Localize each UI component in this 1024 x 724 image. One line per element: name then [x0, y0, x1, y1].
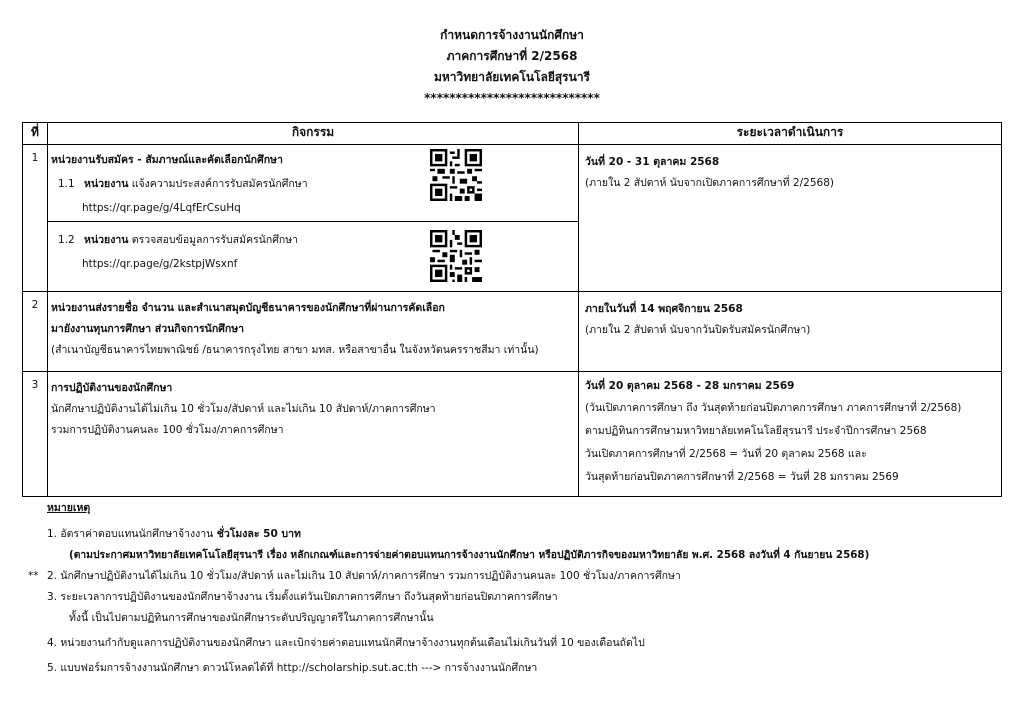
row-period: [579, 292, 1002, 372]
note-rate: ชั่วโมงละ 50 บาท: [216, 528, 301, 540]
activity-title: การปฏิบัติงานของนักศึกษา: [51, 382, 173, 394]
header-semester: ภาคการศึกษาที่ 2/2568: [446, 49, 578, 63]
row-activity: [48, 145, 579, 292]
schedule-table: [22, 122, 1002, 497]
row-period: [579, 145, 1002, 292]
note-item: [30, 566, 1000, 587]
qr-link-2[interactable]: https://qr.page/g/2kstpjWsxnf: [82, 258, 238, 270]
note-text: 2. นักศึกษาปฏิบัติงานได้ไม่เกิน 10 ชั่วโมง/สัปดาห์ และไม่เกิน 10 สัปดาห์/ภาคการศึกษา รวมการปฏิบัติงานคนละ 100 ชั่วโมง/ภาคการศึกษา: [47, 570, 681, 582]
period-title: วันที่ 20 ตุลาคม 2568 - 28 มกราคม 2569: [585, 380, 795, 392]
sub-unit-label: หน่วยงาน: [84, 234, 129, 246]
note-text: 3. ระยะเวลาการปฏิบัติงานของนักศึกษาจ้างงาน เริ่มตั้งแต่วันเปิดภาคการศึกษา ถึงวันสุดท้ายก่อนปิดภาคการศึกษา: [47, 591, 558, 603]
activity-line: (สำเนาบัญชีธนาคารไทยพาณิชย์ /ธนาคารกรุงไทย สาขา มทส. หรือสาขาอื่น ในจังหวัดนครราชสีมา เท่านั้น): [51, 344, 539, 356]
qr-code-icon[interactable]: [430, 149, 482, 201]
header-title: กำหนดการจ้างงานนักศึกษา: [440, 28, 584, 42]
sub-text: แจ้งความประสงค์การรับสมัครนักศึกษา: [131, 178, 308, 190]
row-num: 1: [23, 145, 48, 292]
period-line: วันเปิดภาคการศึกษาที่ 2/2568 = วันที่ 20 ตุลาคม 2568 และ: [585, 448, 867, 460]
note-item: [30, 524, 1000, 566]
note-item: [30, 633, 1000, 654]
table-row: [23, 145, 1002, 292]
note-mark: **: [28, 570, 39, 582]
col-activity-header: กิจกรรม: [48, 123, 579, 145]
notes-section: [30, 498, 1000, 679]
sub-text: ตรวจสอบข้อมูลการรับสมัครนักศึกษา: [131, 234, 299, 246]
table-row: [23, 292, 1002, 372]
sub-num: 1.1: [58, 178, 75, 190]
table-row: [23, 372, 1002, 497]
document-header: [0, 25, 1024, 109]
note-text: ทั้งนี้ เป็นไปตามปฏิทินการศึกษาของนักศึกษาระดับปริญญาตรีในภาคการศึกษานั้น: [69, 612, 434, 624]
note-item: [30, 587, 1000, 629]
row-activity: [48, 372, 579, 497]
qr-code-icon[interactable]: [430, 230, 482, 282]
activity-line: รวมการปฏิบัติงานคนละ 100 ชั่วโมง/ภาคการศึกษา: [51, 424, 284, 436]
header-stars: ****************************: [424, 91, 600, 105]
sub-num: 1.2: [58, 234, 75, 246]
period-note: (ภายใน 2 สัปดาห์ นับจากเปิดภาคการศึกษาที่ 2/2568): [585, 177, 834, 189]
header-university: มหาวิทยาลัยเทคโนโลยีสุรนารี: [433, 70, 591, 84]
period-title: วันที่ 20 - 31 ตุลาคม 2568: [585, 156, 720, 168]
sub-unit-label: หน่วยงาน: [84, 178, 129, 190]
col-period-header: ระยะเวลาดำเนินการ: [579, 123, 1002, 145]
note-item: [30, 658, 1000, 679]
note-text: 4. หน่วยงานกำกับดูแลการปฏิบัติงานของนักศึกษา และเบิกจ่ายค่าตอบแทนนักศึกษาจ้างงานทุกต้นเดือนไม่เกินวันที่ 10 ของเดือนถัดไป: [47, 637, 645, 649]
row-activity: [48, 292, 579, 372]
activity-title: หน่วยงานรับสมัคร - สัมภาษณ์และคัดเลือกนักศึกษา: [51, 154, 283, 166]
note-download-link[interactable]: 5. แบบฟอร์มการจ้างงานนักศึกษา ดาวน์โหลดได้ที่ http://scholarship.sut.ac.th ---> การจ้างงานนักศึกษา: [47, 662, 538, 674]
period-note: (ภายใน 2 สัปดาห์ นับจากวันปิดรับสมัครนักศึกษา): [585, 324, 811, 336]
row-period: [579, 372, 1002, 497]
notes-title: หมายเหตุ: [47, 502, 91, 514]
activity-line: นักศึกษาปฏิบัติงานได้ไม่เกิน 10 ชั่วโมง/สัปดาห์ และไม่เกิน 10 สัปดาห์/ภาคการศึกษา: [51, 403, 436, 415]
col-num-header: ที่: [23, 123, 48, 145]
period-line: ตามปฏิทินการศึกษามหาวิทยาลัยเทคโนโลยีสุรนารี ประจำปีการศึกษา 2568: [585, 425, 927, 437]
qr-link-1[interactable]: https://qr.page/g/4LqfErCsuHq: [82, 202, 241, 214]
note-reference: (ตามประกาศมหาวิทยาลัยเทคโนโลยีสุรนารี เรื่อง หลักเกณฑ์และการจ่ายค่าตอบแทนการจ้างงานนักศึกษา หรือปฏิบัติภารกิจของมหาวิทยาลัย พ.ศ. 2568 ลงวันที่ 4 กันยายน 2568): [69, 549, 870, 561]
activity-line: หน่วยงานส่งรายชื่อ จำนวน และสำเนาสมุดบัญชีธนาคารของนักศึกษาที่ผ่านการคัดเลือก: [51, 302, 445, 314]
period-line: วันสุดท้ายก่อนปิดภาคการศึกษาที่ 2/2568 = วันที่ 28 มกราคม 2569: [585, 471, 899, 483]
row-num: 3: [23, 372, 48, 497]
note-text: 1. อัตราค่าตอบแทนนักศึกษาจ้างงาน: [47, 528, 214, 540]
table-header-row: [23, 123, 1002, 145]
period-line: (วันเปิดภาคการศึกษา ถึง วันสุดท้ายก่อนปิดภาคการศึกษา ภาคการศึกษาที่ 2/2568): [585, 402, 962, 414]
row-num: 2: [23, 292, 48, 372]
period-title: ภายในวันที่ 14 พฤศจิกายน 2568: [585, 303, 743, 315]
activity-line: มายังงานทุนการศึกษา ส่วนกิจการนักศึกษา: [51, 323, 245, 335]
